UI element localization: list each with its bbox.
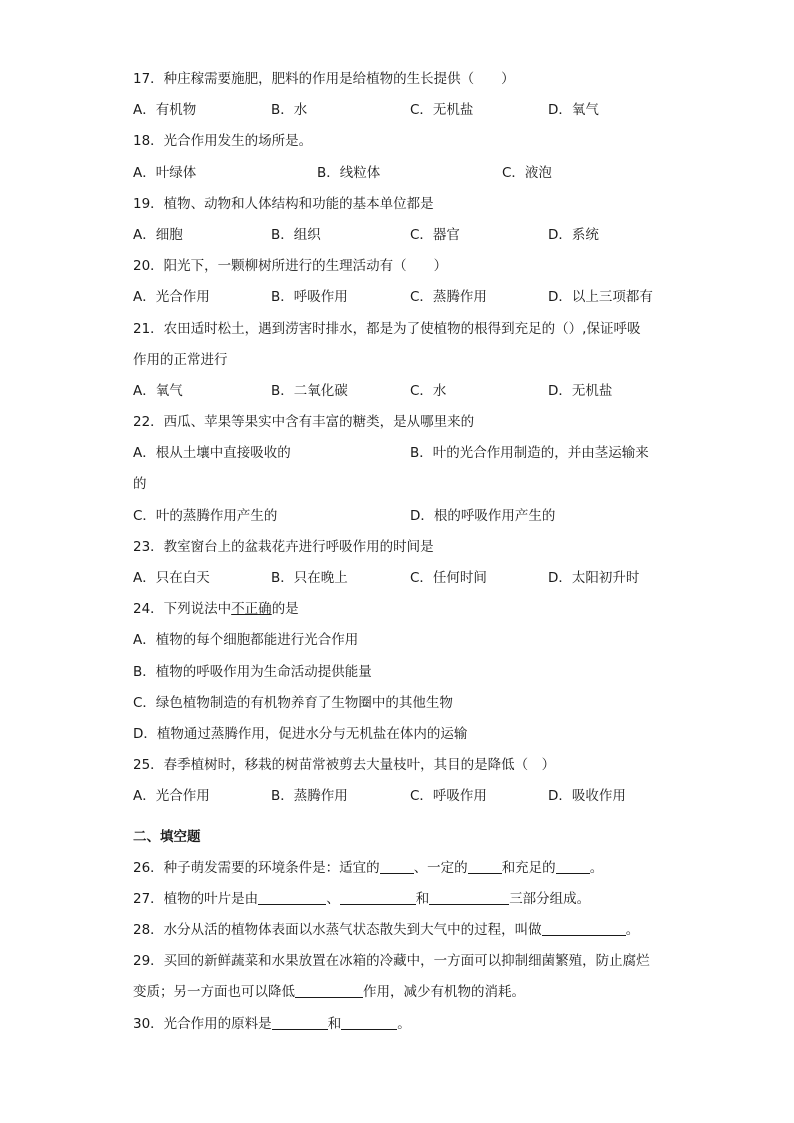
q27-text-1: 27．植物的叶片是由	[133, 890, 259, 907]
q22-option-b-cont: 的	[133, 476, 147, 493]
q27-text-4: 三部分组成。	[509, 890, 591, 907]
q30-blank-1[interactable]	[272, 1014, 328, 1030]
q19-option-a: A．细胞	[133, 226, 183, 243]
q23-option-b: B．只在晚上	[271, 570, 348, 586]
q21-option-d: D．无机盐	[548, 382, 613, 399]
q17-option-b: B．水	[271, 102, 308, 119]
q29-blank-1[interactable]	[295, 982, 363, 998]
q20-option-c: C．蒸腾作用	[410, 289, 487, 306]
q20-option-b: B．呼吸作用	[271, 289, 348, 306]
question-30	[133, 1009, 663, 1040]
q17-option-a: A．有机物	[133, 102, 197, 119]
question-21-stem-cont: 作用的正常进行	[133, 351, 228, 368]
q19-option-b: B．组织	[271, 226, 321, 243]
question-25-options	[133, 781, 663, 812]
question-18-options	[133, 158, 663, 189]
question-21-options	[133, 376, 663, 407]
q18-option-c: C．液泡	[502, 164, 552, 181]
question-28	[133, 915, 663, 946]
q28-text-2: 。	[625, 922, 640, 939]
question-17-stem: 17．种庄稼需要施肥，肥料的作用是给植物的生长提供（ ）	[133, 71, 515, 87]
question-27	[133, 884, 663, 915]
q18-option-b: B．线粒体	[317, 164, 381, 181]
exam-page	[133, 64, 663, 1040]
q30-text-2: 和	[327, 1015, 342, 1032]
q22-option-d: D．根的呼吸作用产生的	[410, 507, 556, 524]
q26-text-1: 26．种子萌发需要的环境条件是：适宜的	[133, 859, 380, 876]
q21-option-a: A．氧气	[133, 382, 183, 399]
q27-text-2: 、	[326, 890, 340, 907]
q22-option-b: B．叶的光合作用制造的，并由茎运输来	[410, 445, 649, 462]
q24-option-d: D．植物通过蒸腾作用，促进水分与无机盐在体内的运输	[133, 725, 468, 742]
question-22-options-ab	[133, 438, 663, 469]
q19-option-d: D．系统	[548, 226, 599, 243]
q24-stem-underlined: 不正确	[231, 601, 272, 618]
q24-option-c: C．绿色植物制造的有机物养育了生物圈中的其他生物	[133, 694, 453, 711]
q23-option-a: A．只在白天	[133, 570, 210, 586]
q24-option-b: B．植物的呼吸作用为生命活动提供能量	[133, 663, 372, 680]
q30-text-3: 。	[397, 1015, 411, 1032]
q28-text-1: 28．水分从活的植物体表面以水蒸气状态散失到大气中的过程，叫做	[133, 922, 542, 939]
q24-stem-prefix: 24．下列说法中	[133, 601, 232, 618]
q17-option-d: D．氧气	[548, 102, 599, 119]
q29-text-1: 变质；另一方面也可以降低	[133, 984, 295, 1001]
q30-blank-2[interactable]	[341, 1014, 397, 1030]
question-29-line-1: 29．买回的新鲜蔬菜和水果放置在冰箱的冷藏中，一方面可以抑制细菌繁殖，防止腐烂	[133, 953, 650, 970]
question-23-options	[133, 563, 663, 594]
q26-blank-1[interactable]	[380, 858, 414, 874]
q24-stem-suffix: 的是	[271, 601, 299, 618]
q26-text-3: 和充足的	[501, 859, 556, 876]
q21-option-c: C．水	[410, 382, 447, 399]
q23-option-c: C．任何时间	[410, 570, 487, 586]
q27-text-3: 和	[415, 890, 430, 907]
question-20-options	[133, 282, 663, 313]
q24-option-a: A．植物的每个细胞都能进行光合作用	[133, 632, 359, 649]
q17-option-c: C．无机盐	[410, 102, 474, 119]
question-17-options	[133, 95, 663, 126]
q21-option-b: B．二氧化碳	[271, 382, 348, 399]
question-24-stem	[133, 594, 663, 625]
question-26	[133, 853, 663, 884]
question-25-stem: 25．春季植树时，移栽的树苗常被剪去大量枝叶，其目的是降低（ ）	[133, 757, 556, 774]
q22-option-a: A．根从土壤中直接吸收的	[133, 445, 291, 462]
q25-option-d: D．吸收作用	[548, 788, 626, 805]
q26-text-2: 、一定的	[413, 859, 468, 876]
q27-blank-3[interactable]	[429, 889, 509, 905]
question-19-stem: 19．植物、动物和人体结构和功能的基本单位都是	[133, 195, 434, 212]
q26-blank-2[interactable]	[468, 858, 502, 874]
q18-option-a: A．叶绿体	[133, 164, 197, 181]
q26-blank-3[interactable]	[556, 858, 590, 874]
question-19-options	[133, 220, 663, 251]
q29-text-2: 作用，减少有机物的消耗。	[363, 984, 525, 1001]
q22-option-c: C．叶的蒸腾作用产生的	[133, 507, 278, 524]
q27-blank-1[interactable]	[258, 889, 326, 905]
question-22-stem: 22．西瓜、苹果等果实中含有丰富的糖类，是从哪里来的	[133, 414, 475, 431]
q20-option-d: D．以上三项都有	[548, 289, 653, 306]
question-22-options-cd	[133, 501, 663, 532]
question-20-stem: 20．阳光下，一颗柳树所进行的生理活动有（ ）	[133, 258, 448, 275]
q25-option-a: A．光合作用	[133, 788, 210, 805]
question-18-stem: 18．光合作用发生的场所是。	[133, 133, 313, 150]
section-title-fill-in: 二、填空题	[133, 828, 201, 845]
question-21-stem: 21．农田适时松土，遇到涝害时排水，都是为了使植物的根得到充足的（）,保证呼吸	[133, 320, 641, 337]
q26-text-4: 。	[589, 859, 604, 876]
question-29-line-2	[133, 977, 663, 1008]
question-23-stem: 23．教室窗台上的盆栽花卉进行呼吸作用的时间是	[133, 538, 434, 555]
q28-blank-1[interactable]	[542, 920, 626, 936]
q23-option-d: D．太阳初升时	[548, 570, 640, 586]
q19-option-c: C．器官	[410, 226, 460, 243]
q27-blank-2[interactable]	[340, 889, 416, 905]
q25-option-b: B．蒸腾作用	[271, 788, 348, 805]
q25-option-c: C．呼吸作用	[410, 788, 487, 805]
q30-text-1: 30．光合作用的原料是	[133, 1015, 272, 1032]
q20-option-a: A．光合作用	[133, 289, 210, 306]
